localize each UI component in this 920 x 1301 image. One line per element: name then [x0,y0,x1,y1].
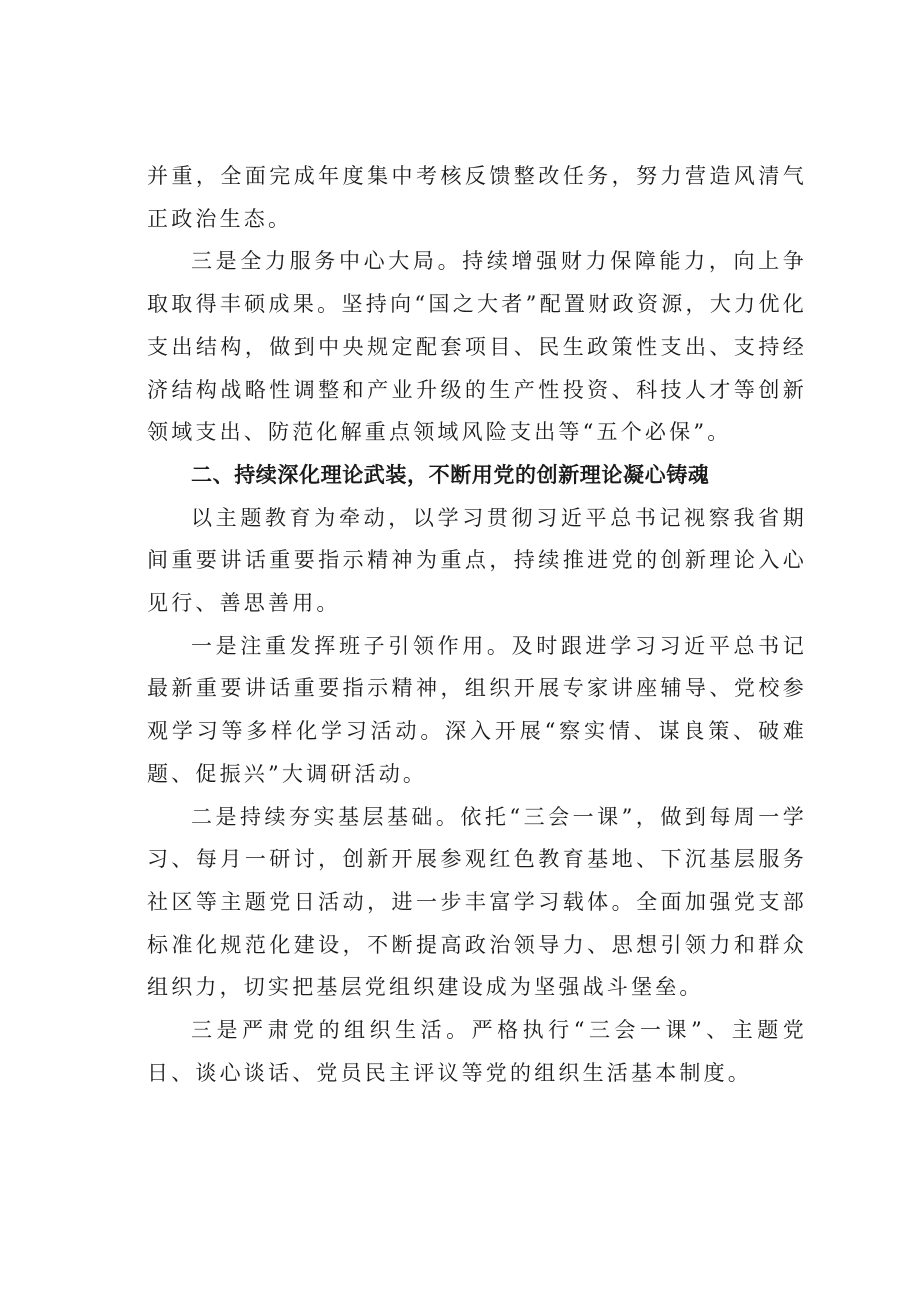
paragraph-serve-central-task: 三是全力服务中心大局。持续增强财力保障能力，向上争取取得丰硕成果。坚持向“国之大者”配置财政资源，大力优化支出结构，做到中央规定配套项目、民生政策性支出、支持经济结构战略性调整和产业升级的生产性投资、科技人才等创新领域支出、防范化解重点领域风险支出等“五个必保”。 [147,249,807,445]
paragraph-leadership-role: 一是注重发挥班子引领作用。及时跟进学习习近平总书记最新重要讲话重要指示精神，组织开展专家讲座辅导、党校参观学习等多样化学习活动。深入开展“察实情、谋良策、破难题、促振兴”大调研活动。 [147,633,807,786]
document-page [147,155,807,1094]
paragraph-continuation: 并重，全面完成年度集中考核反馈整改任务，努力营造风清气正政治生态。 [147,164,807,231]
paragraph-theory-intro: 以主题教育为牵动，以学习贯彻习近平总书记视察我省期间重要讲话重要指示精神为重点，持续推进党的创新理论入心见行、善思善用。 [147,505,807,616]
paragraph-grassroots-foundation: 二是持续夯实基层基础。依托“三会一课”，做到每周一学习、每月一研讨，创新开展参观红色教育基地、下沉基层服务社区等主题党日活动，进一步丰富学习载体。全面加强党支部标准化规范化建设，不断提高政治领导力、思想引领力和群众组织力，切实把基层党组织建设成为坚强战斗堡垒。 [147,804,807,1000]
paragraph-organizational-life: 三是严肃党的组织生活。严格执行“三会一课”、主题党日、谈心谈话、党员民主评议等党的组织生活基本制度。 [147,1018,807,1085]
section-heading-theory: 二、持续深化理论武装，不断用党的创新理论凝心铸魂 [191,462,710,487]
